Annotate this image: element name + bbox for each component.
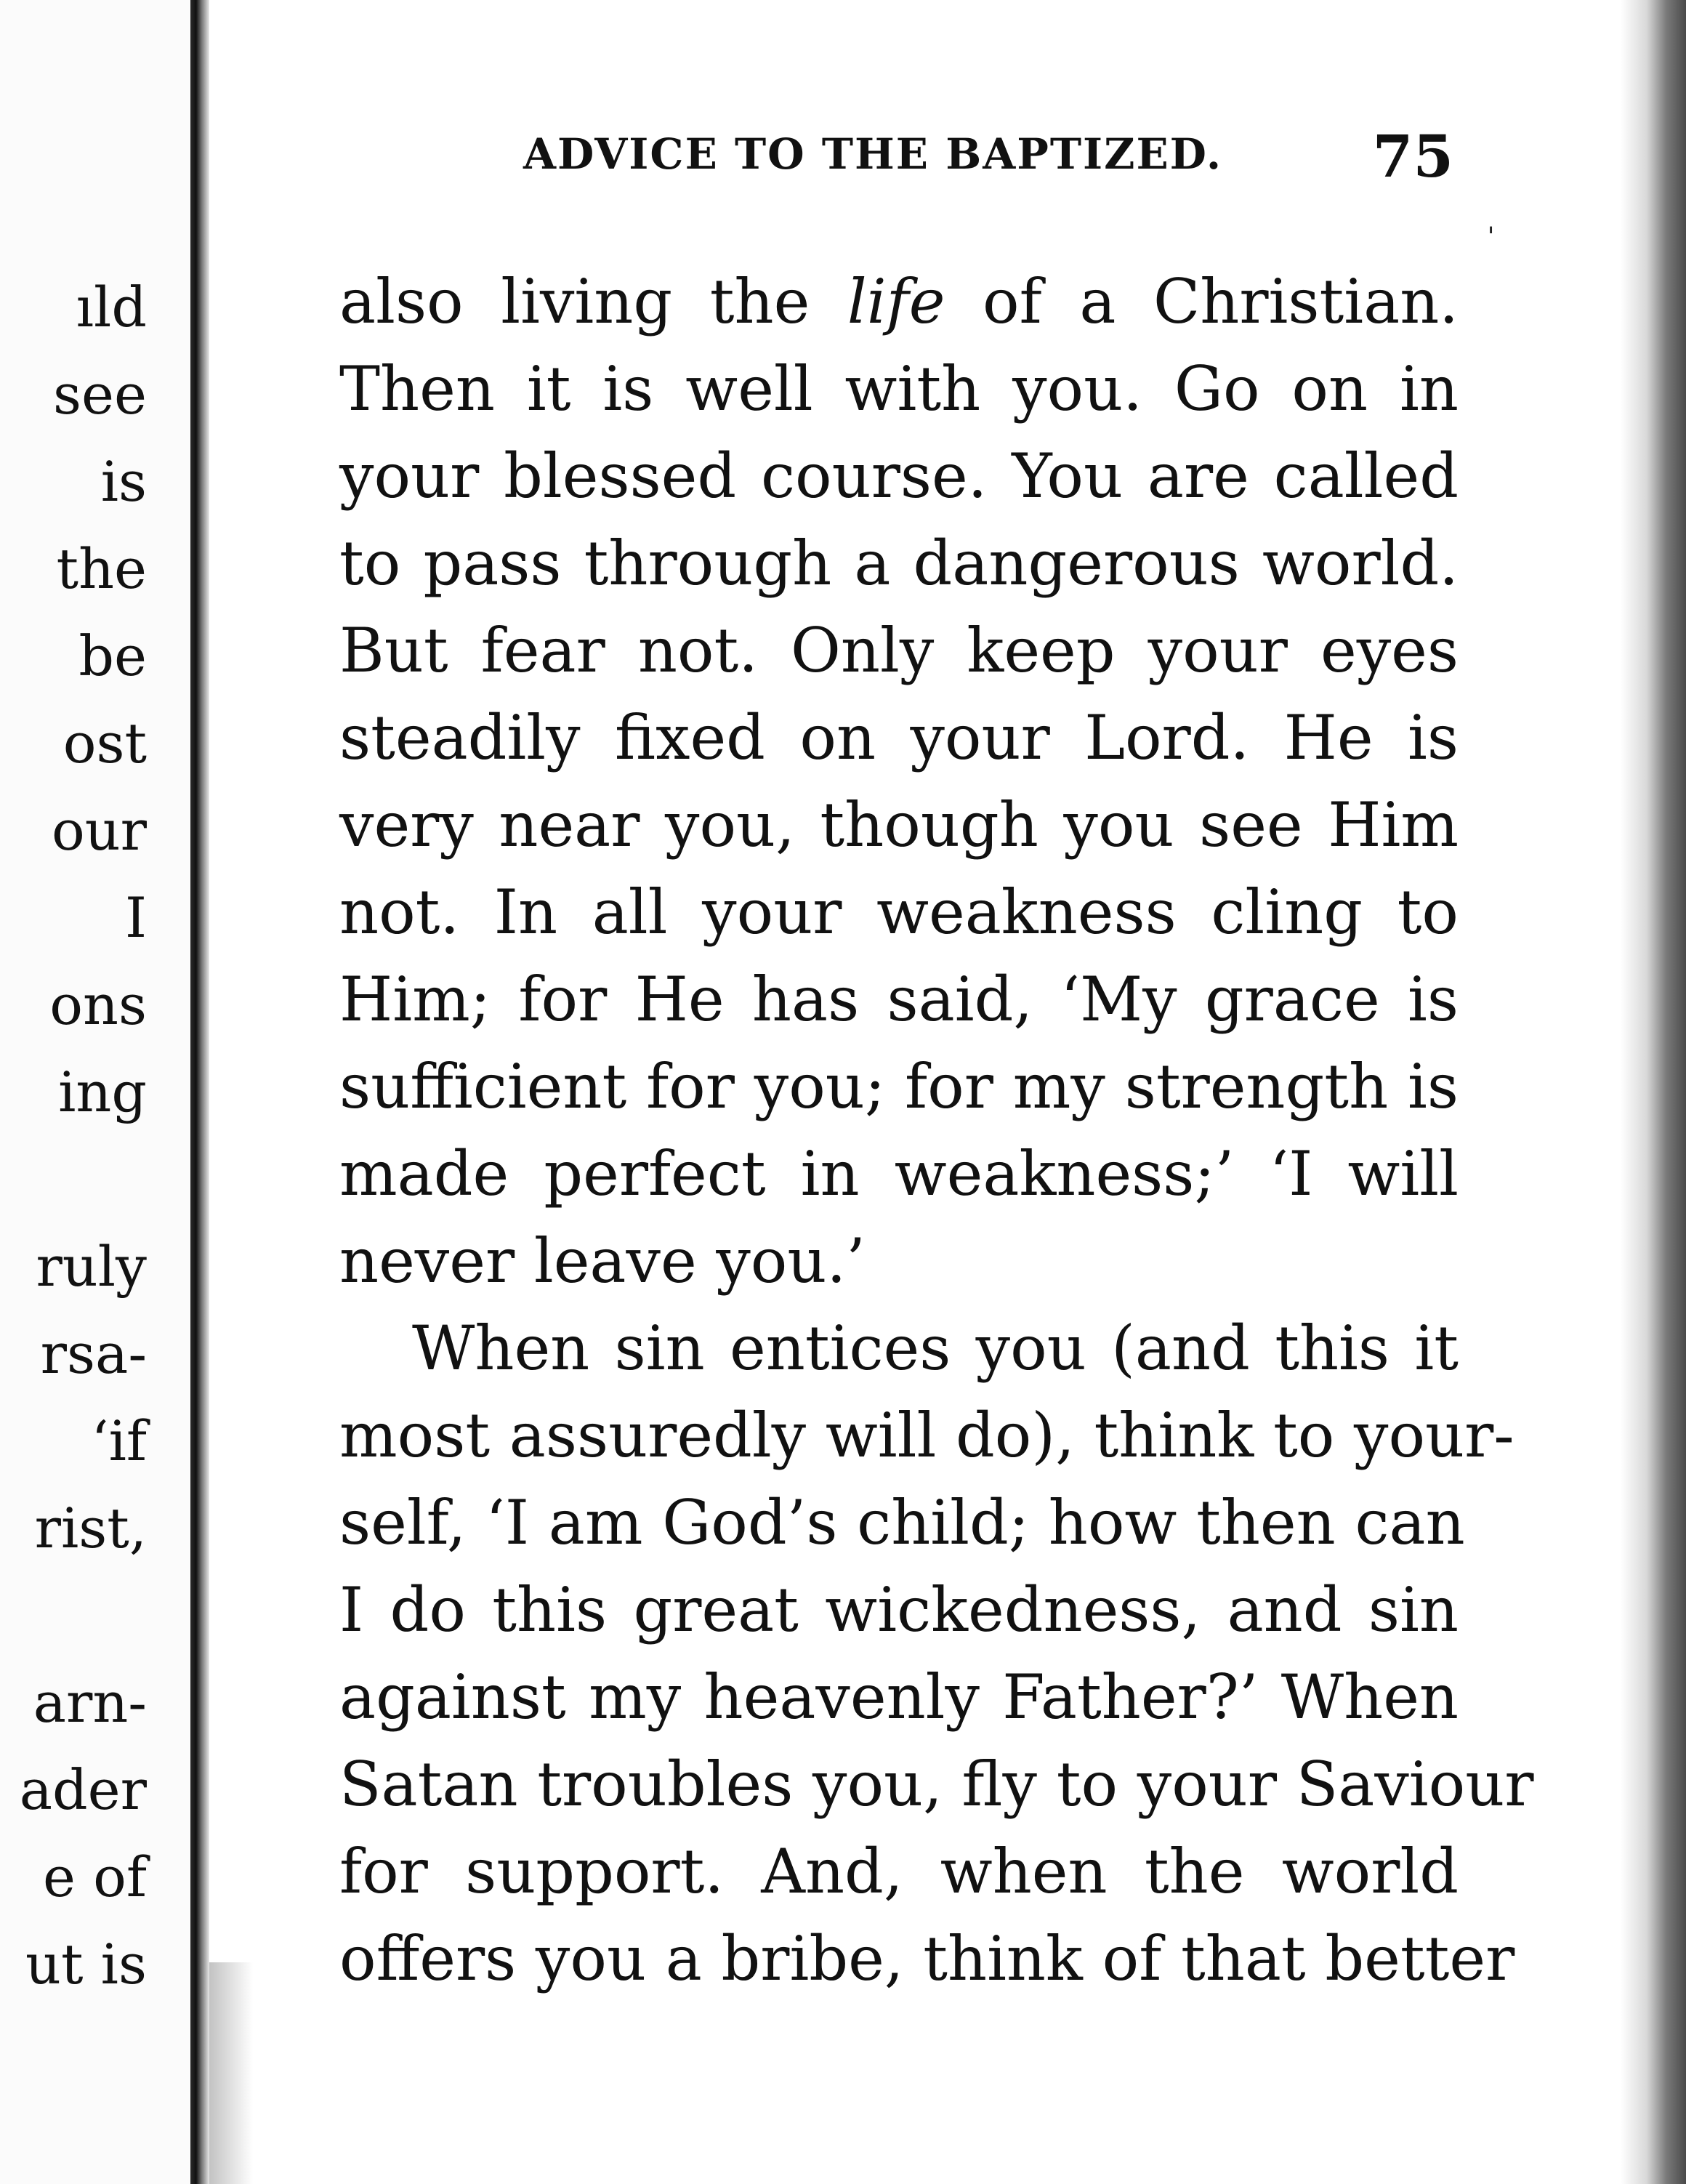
page-number: 75 <box>1372 122 1453 190</box>
text-line: self, ‘I am God’s child; how then can <box>339 1487 1465 1558</box>
text-line: very near you, though you see Him <box>339 789 1459 861</box>
left-page-line: ader <box>19 1757 147 1822</box>
text-line: never leave you.’ <box>339 1225 866 1297</box>
gutter-shadow <box>209 1962 253 2184</box>
left-page-line: ruly <box>36 1234 147 1299</box>
text-segment: of a Christian. <box>945 266 1459 337</box>
text-line: sufficient for you; for my strength is <box>339 1051 1459 1122</box>
left-page-line: ons <box>49 972 147 1037</box>
left-page-line: rsa- <box>40 1321 147 1386</box>
left-page-fragment <box>0 0 190 2184</box>
text-line: Satan troubles you, fly to your Saviour <box>339 1749 1534 1820</box>
left-page-line: ost <box>62 711 147 775</box>
left-page-line: is <box>100 449 147 514</box>
page-header <box>523 122 1453 188</box>
text-line: your blessed course. You are called <box>339 440 1459 512</box>
left-page-line: arn- <box>33 1670 147 1735</box>
left-page-line: rist, <box>34 1496 147 1560</box>
text-line: made perfect in weakness;’ ‘I will <box>339 1138 1459 1209</box>
book-gutter <box>190 0 209 2184</box>
text-line: offers you a bribe, think of that better <box>339 1923 1515 1994</box>
left-page-line: I <box>124 885 147 950</box>
page-edge-shadow <box>1621 0 1686 2184</box>
text-line: to pass through a dangerous world. <box>339 528 1459 599</box>
text-line: against my heavenly Father?’ When <box>339 1661 1459 1733</box>
text-line: not. In all your weakness cling to <box>339 877 1459 948</box>
text-line: But fear not. Only keep your eyes <box>339 615 1459 686</box>
print-speck: ˌ <box>1487 204 1495 237</box>
page-body <box>339 258 1534 2002</box>
text-line: When sin entices you (and this it <box>412 1313 1459 1384</box>
text-line <box>339 258 1459 345</box>
left-page-line: ut is <box>25 1932 147 1996</box>
left-page-line: the <box>56 536 147 601</box>
left-page-line: our <box>51 798 147 863</box>
text-line: I do this great wickedness, and sin <box>339 1574 1459 1645</box>
left-page-line: ing <box>58 1060 147 1124</box>
left-page-line: ‘if <box>91 1409 147 1473</box>
text-segment: also living the <box>339 266 847 337</box>
text-line: most assuredly will do), think to your- <box>339 1400 1514 1471</box>
left-page-line: be <box>78 624 147 688</box>
text-line: steadily fixed on your Lord. He is <box>339 702 1459 773</box>
left-page-line: e of <box>42 1845 147 1909</box>
text-line: Him; for He has said, ‘My grace is <box>339 964 1459 1035</box>
running-head: ADVICE TO THE BAPTIZED. <box>523 129 1223 179</box>
italic-word: life <box>847 266 945 337</box>
text-line: Then it is well with you. Go on in <box>339 353 1459 424</box>
left-page-line: see <box>53 362 147 427</box>
left-page-line: ıld <box>76 275 147 339</box>
text-line: for support. And, when the world <box>339 1836 1459 1907</box>
